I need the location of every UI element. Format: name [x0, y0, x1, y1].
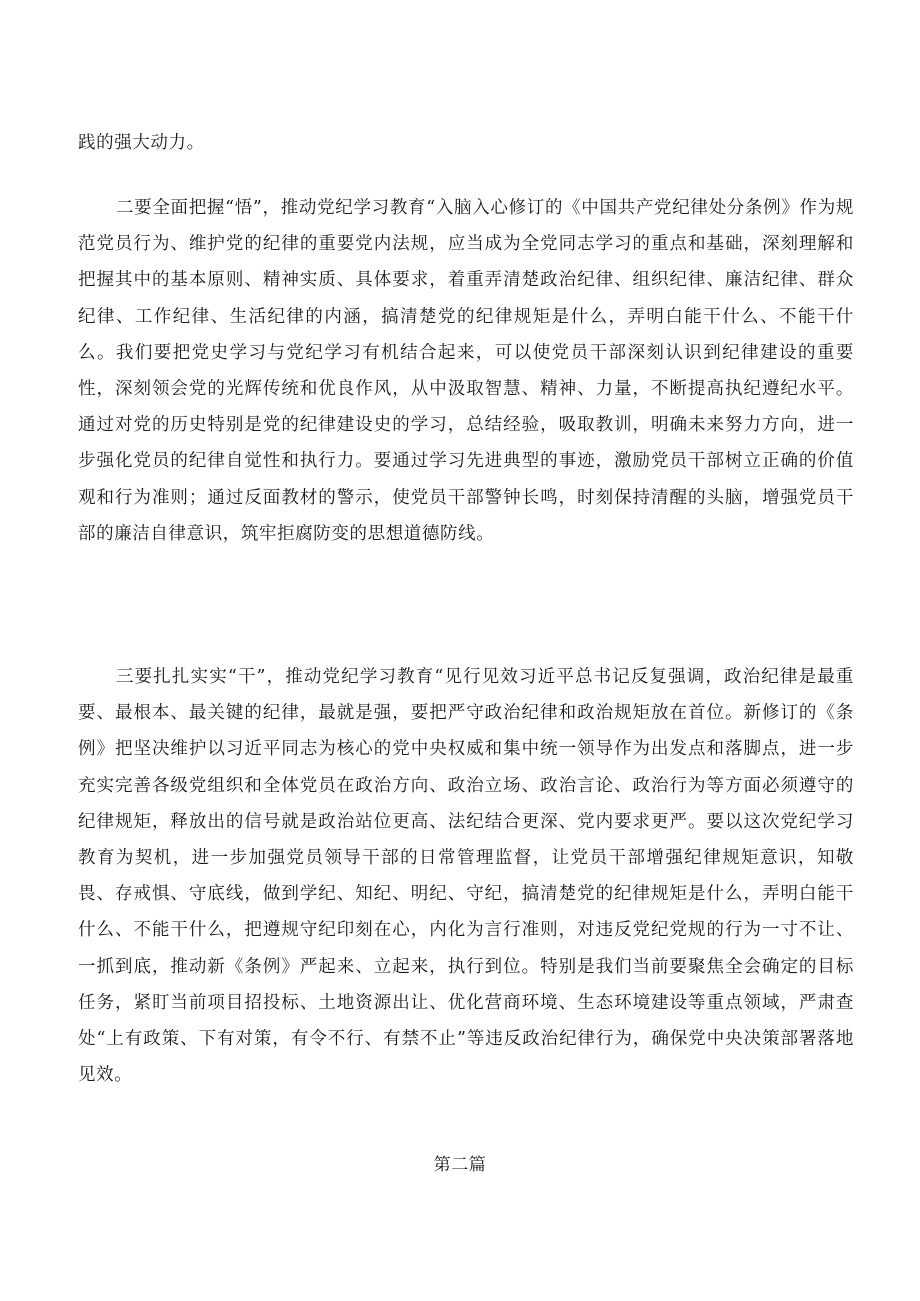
paragraph-continuation: 践的强大动力。: [78, 133, 205, 153]
section-heading: 第二篇: [433, 1155, 487, 1175]
paragraph-point-three: 三要扎扎实实“干”，推动党纪学习教育“见行见效习近平总书记反复强调，政治纪律是最重要、最根本、最关键的纪律，最就是强，要把严守政治纪律和政治规矩放在首位。新修订的《条例》把坚决维护以习近平同志为核心的党中央权威和集中统一领导作为出发点和落脚点，进一步充实完善各级党组织和全体党员在政治方向、政治立场、政治言论、政治行为等方面必须遵守的纪律规矩，释放出的信号就是政治站位更高、法纪结合更深、党内要求更严。要以这次党纪学习教育为契机，进一步加强党员领导干部的日常管理监督，让党员干部增强纪律规矩意识，知敬畏、存戒惧、守底线，做到学纪、知纪、明纪、守纪，搞清楚党的纪律规矩是什么，弄明白能干什么、不能干什么，把遵规守纪印刻在心，内化为言行准则，对违反党纪党规的行为一寸不让、一抓到底，推动新《条例》严起来、立起来，执行到位。特别是我们当前要聚焦全会确定的目标任务，紧盯当前项目招投标、土地资源出让、优化营商环境、生态环境建设等重点领域，严肃查处“上有政策、下有对策，有令不行、有禁不止”等违反政治纪律行为，确保党中央决策部署落地见效。: [78, 667, 854, 1086]
paragraph-point-two: 二要全面把握“悟”，推动党纪学习教育“入脑入心修订的《中国共产党纪律处分条例》作为规范党员行为、维护党的纪律的重要党内法规，应当成为全党同志学习的重点和基础，深刻理解和把握其中的基本原则、精神实质、具体要求，着重弄清楚政治纪律、组织纪律、廉洁纪律、群众纪律、工作纪律、生活纪律的内涵，搞清楚党的纪律规矩是什么，弄明白能干什么、不能干什么。我们要把党史学习与党纪学习有机结合起来，可以使党员干部深刻认识到纪律建设的重要性，深刻领会党的光辉传统和优良作风，从中汲取智慧、精神、力量，不断提高执纪遵纪水平。通过对党的历史特别是党的纪律建设史的学习，总结经验，吸取教训，明确未来努力方向，进一步强化党员的纪律自觉性和执行力。要通过学习先进典型的事迹，激励党员干部树立正确的价值观和行为准则；通过反面教材的警示，使党员干部警钟长鸣，时刻保持清醒的头脑，增强党员干部的廉洁自律意识，筑牢拒腐防变的思想道德防线。: [78, 198, 854, 544]
